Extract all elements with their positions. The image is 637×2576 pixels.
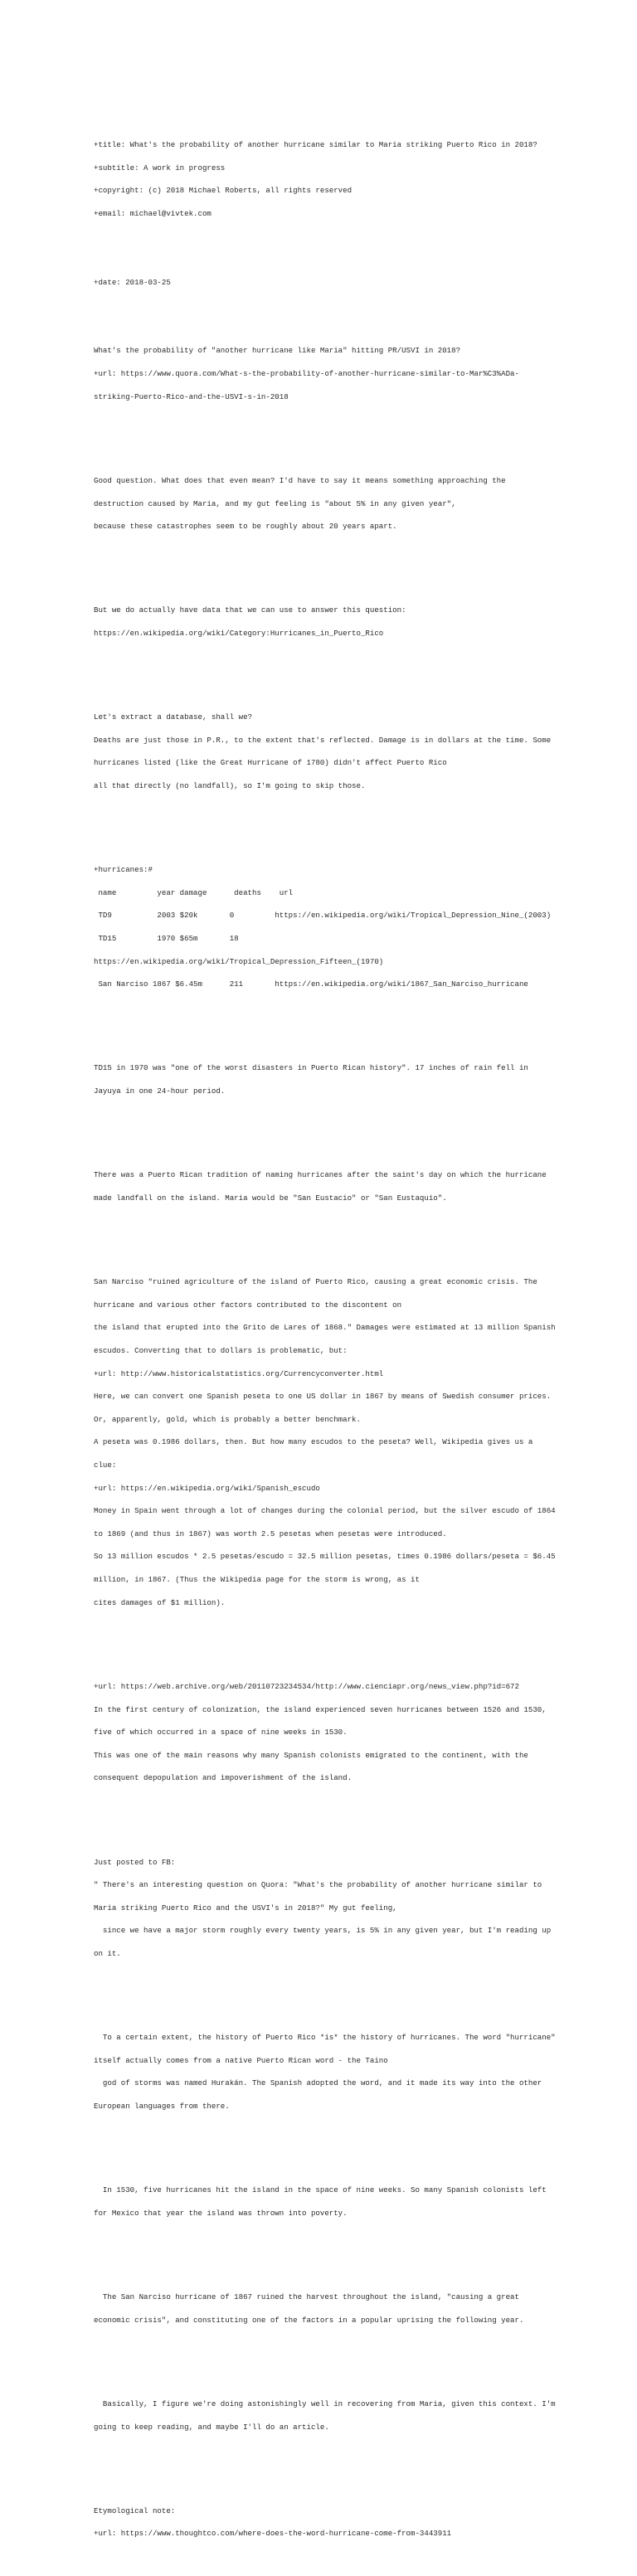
paragraph-line: Deaths are just those in P.R., to the extent that's reflected. Damage is in dollars at the time. Some bbox=[94, 735, 552, 745]
paragraph-line: There was a Puerto Rican tradition of naming hurricanes after the saint's day on which the hurricane bbox=[94, 1170, 547, 1180]
paragraph-line: The San Narciso hurricane of 1867 ruined the harvest throughout the island, "causing a great bbox=[94, 2292, 519, 2302]
table-row: TD9 2003 $20k 0 https://en.wikipedia.org/wiki/Tropical_Depression_Nine_(2003) bbox=[94, 911, 552, 921]
metadata-block bbox=[94, 126, 558, 233]
good-question-paragraph bbox=[94, 462, 558, 546]
paragraph-line: going to keep reading, and maybe I'll do an article. bbox=[94, 2422, 329, 2432]
document-text bbox=[94, 103, 558, 2576]
spacer bbox=[94, 1812, 558, 1820]
paragraph-line: Etymological note: bbox=[94, 2506, 176, 2515]
table-row: San Narciso 1867 $6.45m 211 https://en.wikipedia.org/wiki/1867_San_Narciso_hurricane bbox=[94, 979, 528, 989]
paragraph-line: for Mexico that year the island was thrown into poverty. bbox=[94, 2208, 348, 2218]
spacer bbox=[94, 2462, 558, 2469]
table-row: TD15 1970 $65m 18 bbox=[94, 934, 239, 944]
paragraph-line: hurricane and various other factors contributed to the discontent on bbox=[94, 1300, 402, 1310]
paragraph-line: because these catastrophes seem to be roughly about 20 years apart. bbox=[94, 522, 397, 532]
paragraph-line: itself actually comes from a native Puerto Rican word - the Taino bbox=[94, 2055, 388, 2065]
td15-paragraph bbox=[94, 1049, 558, 1111]
tradition-paragraph bbox=[94, 1156, 558, 1218]
paragraph-line: TD15 in 1970 was "one of the worst disasters in Puerto Rican history". 17 inches of rain fell in bbox=[94, 1063, 528, 1073]
paragraph-line: million, in 1867. (Thus the Wikipedia page for the storm is wrong, as it bbox=[94, 1575, 420, 1585]
paragraph-line: Basically, I figure we're doing astonishingly well in recovering from Maria, given this context. I'm bbox=[94, 2399, 556, 2408]
san-narciso-paragraph bbox=[94, 1263, 558, 1622]
spacer bbox=[94, 1125, 558, 1133]
paragraph-line: economic crisis", and constituting one of the factors in a popular uprising the following year. bbox=[94, 2315, 524, 2325]
spacer bbox=[94, 1637, 558, 1645]
paragraph-line: five of which occurred in a space of nine weeks in 1530. bbox=[94, 1728, 348, 1738]
paragraph-line: In 1530, five hurricanes hit the island in the space of nine weeks. So many Spanish colonists left bbox=[94, 2185, 547, 2195]
basically-paragraph bbox=[94, 2385, 558, 2447]
extract-paragraph bbox=[94, 698, 558, 805]
spacer bbox=[94, 1232, 558, 1240]
paragraph-line: This was one of the main reasons why many Spanish colonists emigrated to the continent, with the bbox=[94, 1750, 528, 1760]
copyright-line: +copyright: (c) 2018 Michael Roberts, all rights reserved bbox=[94, 186, 353, 196]
paragraph-line: But we do actually have data that we can use to answer this question: bbox=[94, 605, 406, 615]
paragraph-line: Jayuya in one 24-hour period. bbox=[94, 1086, 226, 1096]
spacer bbox=[94, 561, 558, 568]
etymology-paragraph bbox=[94, 2491, 558, 2553]
paragraph-line: Just posted to FB: bbox=[94, 1857, 176, 1867]
paragraph-line: Maria striking Puerto Rico and the USVI's in 2018?" My gut feeling, bbox=[94, 1903, 397, 1913]
hurricanes-table bbox=[94, 851, 558, 1004]
paragraph-line: on it. bbox=[94, 1948, 121, 1958]
question-text: What's the probability of "another hurricane like Maria" hitting PR/USVI in 2018? bbox=[94, 346, 461, 356]
paragraph-line: consequent depopulation and impoverishment of the island. bbox=[94, 1773, 353, 1783]
subtitle-line: +subtitle: A work in progress bbox=[94, 163, 226, 173]
date-line: +date: 2018-03-25 bbox=[94, 277, 171, 287]
paragraph-line: to 1869 (and thus in 1867) was worth 2.5 pesetas when pesetas were introduced. bbox=[94, 1529, 447, 1538]
paragraph-line: A peseta was 0.1986 dollars, then. But how many escudos to the peseta? Well, Wikipedia gives us a bbox=[94, 1437, 533, 1447]
paragraph-line: Or, apparently, gold, which is probably a better benchmark. bbox=[94, 1414, 361, 1424]
question-url[interactable]: +url: https://www.quora.com/What-s-the-probability-of-another-hurricane-similar-to-Mar%C3%ADa- bbox=[94, 369, 519, 379]
paragraph-line: European languages from there. bbox=[94, 2102, 230, 2112]
wikipedia-category-link[interactable]: https://en.wikipedia.org/wiki/Category:Hurricanes_in_Puerto_Rico bbox=[94, 628, 384, 638]
spacer bbox=[94, 1988, 558, 1995]
paragraph-line: hurricanes listed (like the Great Hurricane of 1780) didn't affect Puerto Rico bbox=[94, 758, 447, 768]
paragraph-line: clue: bbox=[94, 1461, 117, 1470]
paragraph-line: made landfall on the island. Maria would be "San Eustacio" or "San Eustaquio". bbox=[94, 1193, 447, 1203]
table-header-row: name year damage deaths url bbox=[94, 887, 294, 897]
spacer bbox=[94, 2141, 558, 2148]
paragraph-line: Here, we can convert one Spanish peseta to one US dollar in 1867 by means of Swedish consumer prices. bbox=[94, 1392, 552, 1402]
table-row-url[interactable]: https://en.wikipedia.org/wiki/Tropical_Depression_Fifteen_(1970) bbox=[94, 956, 384, 966]
spacer bbox=[94, 431, 558, 439]
spacer bbox=[94, 2355, 558, 2362]
question-paragraph bbox=[94, 332, 558, 416]
title-line: +title: What's the probability of another hurricane similar to Maria striking Puerto Rico in 2018? bbox=[94, 140, 537, 150]
fb-post-paragraph bbox=[94, 1843, 558, 1972]
spacer bbox=[94, 2248, 558, 2255]
paragraph-line: Good question. What does that even mean? I'd have to say it means something approaching the bbox=[94, 475, 506, 485]
paragraph-line: destruction caused by Maria, and my gut feeling is "about 5% in any given year", bbox=[94, 498, 456, 508]
paragraph-line: So 13 million escudos * 2.5 pesetas/escudo = 32.5 million pesetas, times 0.1986 dollars/peseta = $6.45 bbox=[94, 1552, 556, 1562]
paragraph-line: San Narciso "ruined agriculture of the island of Puerto Rico, causing a great economic crisis. The bbox=[94, 1277, 537, 1287]
spanish-escudo-link[interactable]: +url: https://en.wikipedia.org/wiki/Spanish_escudo bbox=[94, 1483, 320, 1493]
currency-converter-link[interactable]: +url: http://www.historicalstatistics.org/Currencyconverter.html bbox=[94, 1368, 384, 1378]
colonization-paragraph bbox=[94, 1667, 558, 1796]
year-1530-paragraph bbox=[94, 2171, 558, 2233]
thoughtco-link[interactable]: +url: https://www.thoughtco.com/where-does-the-word-hurricane-come-from-3443911 bbox=[94, 2529, 452, 2539]
paragraph-line: Let's extract a database, shall we? bbox=[94, 712, 252, 722]
question-url-cont[interactable]: striking-Puerto-Rico-and-the-USVI-s-in-2018 bbox=[94, 391, 289, 401]
spacer bbox=[94, 668, 558, 675]
paragraph-line: since we have a major storm roughly every twenty years, is 5% in any given year, but I'm reading up bbox=[94, 1926, 552, 1936]
spacer bbox=[94, 301, 558, 309]
archive-link[interactable]: +url: https://web.archive.org/web/20110723234534/http://www.cienciapr.org/news_view.php?id=672 bbox=[94, 1681, 519, 1691]
paragraph-line: To a certain extent, the history of Puerto Rico *is* the history of hurricanes. The word "hurricane" bbox=[94, 2033, 556, 2043]
spacer bbox=[94, 820, 558, 828]
paragraph-line: Money in Spain went through a lot of changes during the colonial period, but the silver escudo of 1864 bbox=[94, 1506, 556, 1516]
paragraph-line: cites damages of $1 million). bbox=[94, 1597, 226, 1607]
spacer bbox=[94, 1018, 558, 1026]
year-1867-paragraph bbox=[94, 2278, 558, 2340]
paragraph-line: In the first century of colonization, the island experienced seven hurricanes between 1526 and 1530, bbox=[94, 1704, 547, 1714]
paragraph-line: the island that erupted into the Grito de Lares of 1868." Damages were estimated at 13 million Spanish bbox=[94, 1323, 556, 1333]
paragraph-line: all that directly (no landfall), so I'm going to skip those. bbox=[94, 781, 366, 790]
history-paragraph bbox=[94, 2019, 558, 2126]
spacer bbox=[94, 248, 558, 255]
paragraph-line: god of storms was named Hurakán. The Spanish adopted the word, and it made its way into the other bbox=[94, 2078, 542, 2088]
table-heading: +hurricanes:# bbox=[94, 865, 153, 875]
email-line: +email: michael@vivtek.com bbox=[94, 208, 212, 218]
paragraph-line: " There's an interesting question on Quora: "What's the probability of another hurricane similar to bbox=[94, 1880, 542, 1890]
data-intro-paragraph bbox=[94, 591, 558, 653]
paragraph-line: escudos. Converting that to dollars is problematic, but: bbox=[94, 1345, 348, 1355]
